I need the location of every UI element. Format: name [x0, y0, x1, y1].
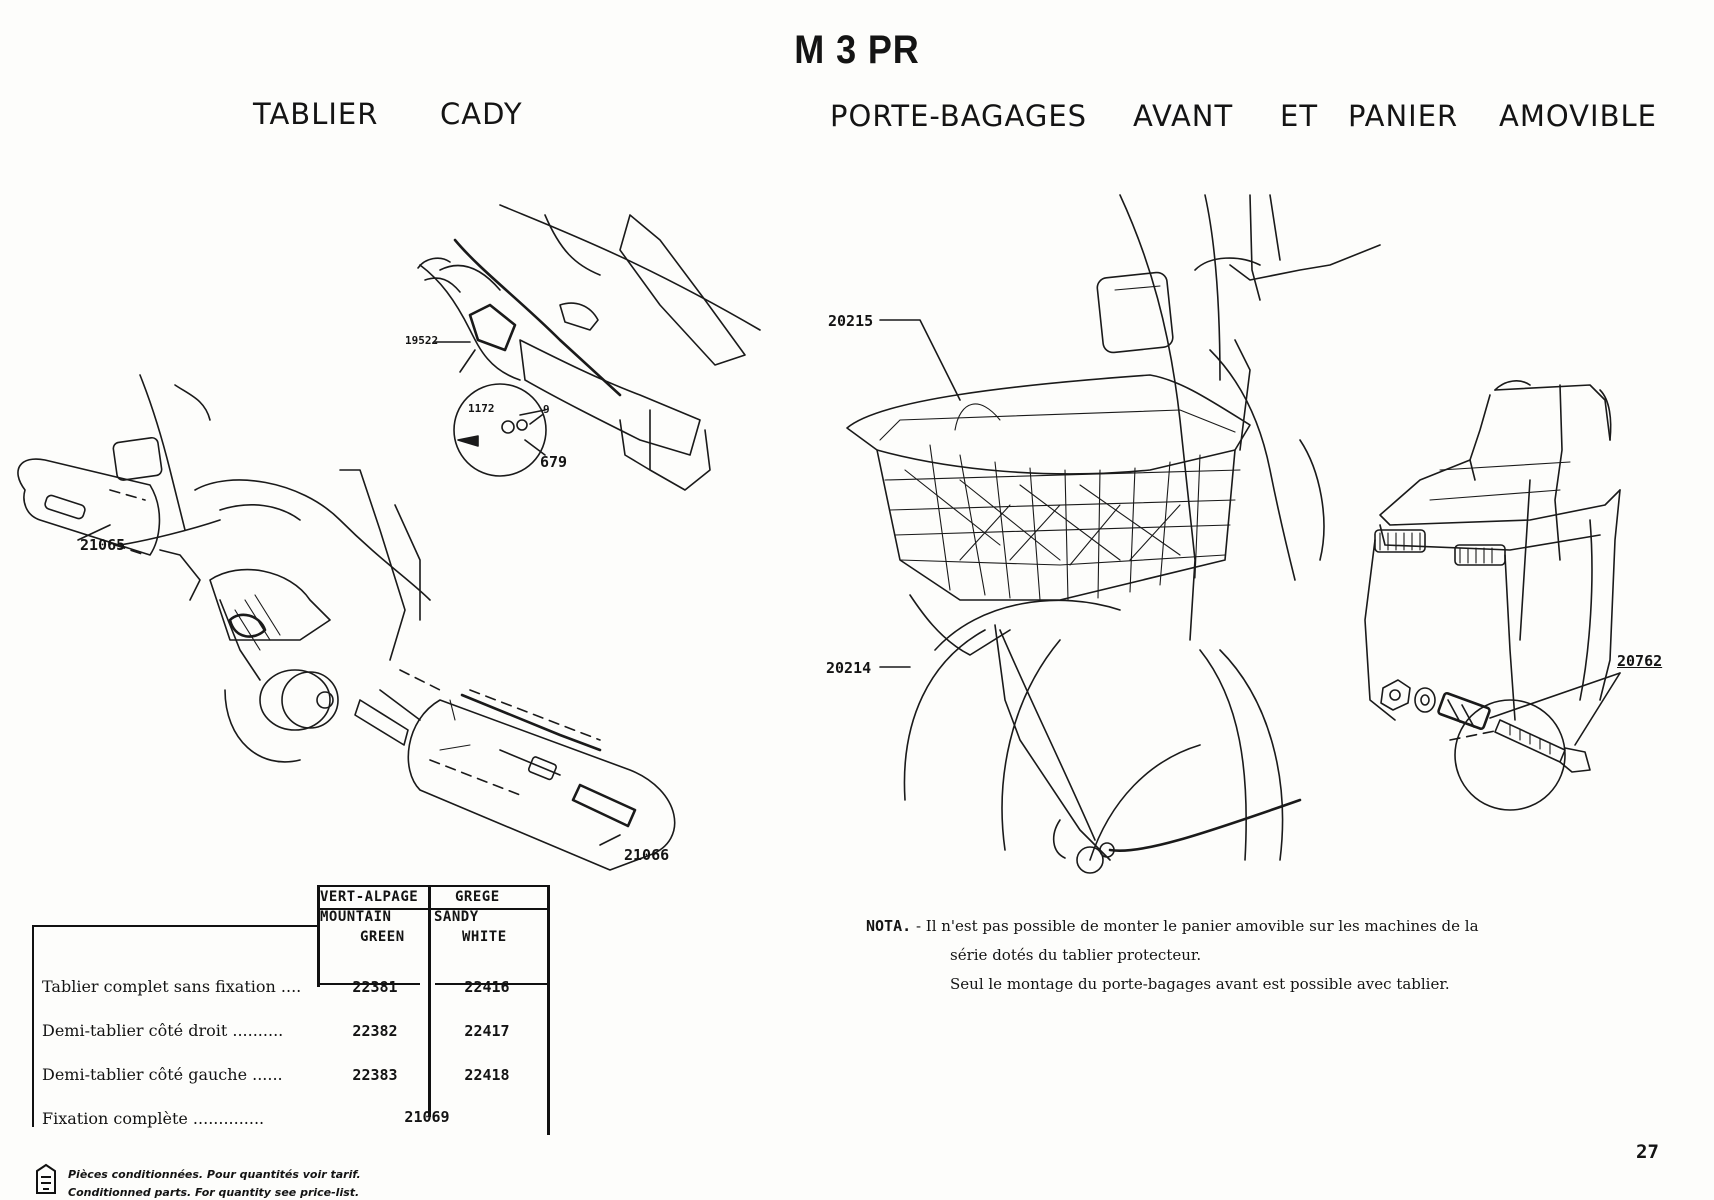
- panier-illustration: [847, 195, 1380, 873]
- section-title-et: ET: [1280, 99, 1319, 133]
- callout-21065: 21065: [80, 536, 126, 554]
- row-label-fixation-complete: Fixation complète ..............: [42, 1109, 265, 1128]
- table-cell: 22416: [464, 978, 510, 996]
- page-title: M 3 PR: [794, 28, 920, 72]
- section-title-amovible: AMOVIBLE: [1499, 99, 1657, 133]
- nota-text-2: série dotés du tablier protecteur.: [950, 946, 1202, 964]
- section-title-tablier: TABLIER: [253, 97, 379, 131]
- callout-19522: 19522: [405, 334, 439, 347]
- callout-20214: 20214: [826, 659, 872, 677]
- footnote-en: Conditionned parts. For quantity see price-list.: [68, 1186, 360, 1199]
- column-header-green: GREEN: [360, 929, 405, 945]
- footnote-fr: Pièces conditionnées. Pour quantités voir tarif.: [68, 1168, 361, 1181]
- section-title-panier: PANIER: [1348, 99, 1459, 133]
- section-title-porte-bagages: PORTE-BAGAGES: [830, 99, 1088, 133]
- nota-line-1: [866, 912, 1586, 941]
- callout-21066: 21066: [624, 846, 670, 864]
- callout-9: 9: [543, 403, 550, 416]
- column-header-sandy: SANDY: [434, 909, 479, 925]
- callout-679: 679: [540, 453, 568, 471]
- column-header-white: WHITE: [462, 929, 507, 945]
- table-cell: 22381: [352, 978, 398, 996]
- section-title-avant: AVANT: [1133, 99, 1234, 133]
- column-header-mountain: MOUNTAIN: [320, 909, 392, 925]
- table-cell: 21069: [404, 1108, 450, 1126]
- callout-20215: 20215: [828, 312, 874, 330]
- nota-label: NOTA.: [866, 917, 912, 935]
- section-title-cady: CADY: [440, 97, 523, 131]
- row-label-demi-tablier-droit: Demi-tablier côté droit ..........: [42, 1021, 284, 1040]
- reference-table: [30, 885, 550, 1135]
- page-number: 27: [1636, 1141, 1659, 1163]
- nota-text-1: - Il n'est pas possible de monter le panier amovible sur les machines de la: [915, 917, 1479, 935]
- porte-bagages-illustration: [1365, 381, 1620, 810]
- column-header-grege: GREGE: [455, 889, 500, 905]
- row-label-tablier-complet: Tablier complet sans fixation ....: [42, 977, 302, 996]
- callout-20762: 20762: [1617, 652, 1663, 670]
- nota-note: [866, 912, 1586, 999]
- table-cell: 22418: [464, 1066, 510, 1084]
- nota-text-3: Seul le montage du porte-bagages avant est possible avec tablier.: [950, 975, 1450, 993]
- callout-1172: 1172: [468, 402, 495, 415]
- column-header-vert-alpage: VERT-ALPAGE: [320, 889, 419, 905]
- row-label-demi-tablier-gauche: Demi-tablier côté gauche ......: [42, 1065, 283, 1084]
- table-cell: 22383: [352, 1066, 398, 1084]
- tablier-cady-illustration: [18, 205, 760, 870]
- table-cell: 22382: [352, 1022, 398, 1040]
- package-icon: [33, 1163, 59, 1197]
- table-cell: 22417: [464, 1022, 510, 1040]
